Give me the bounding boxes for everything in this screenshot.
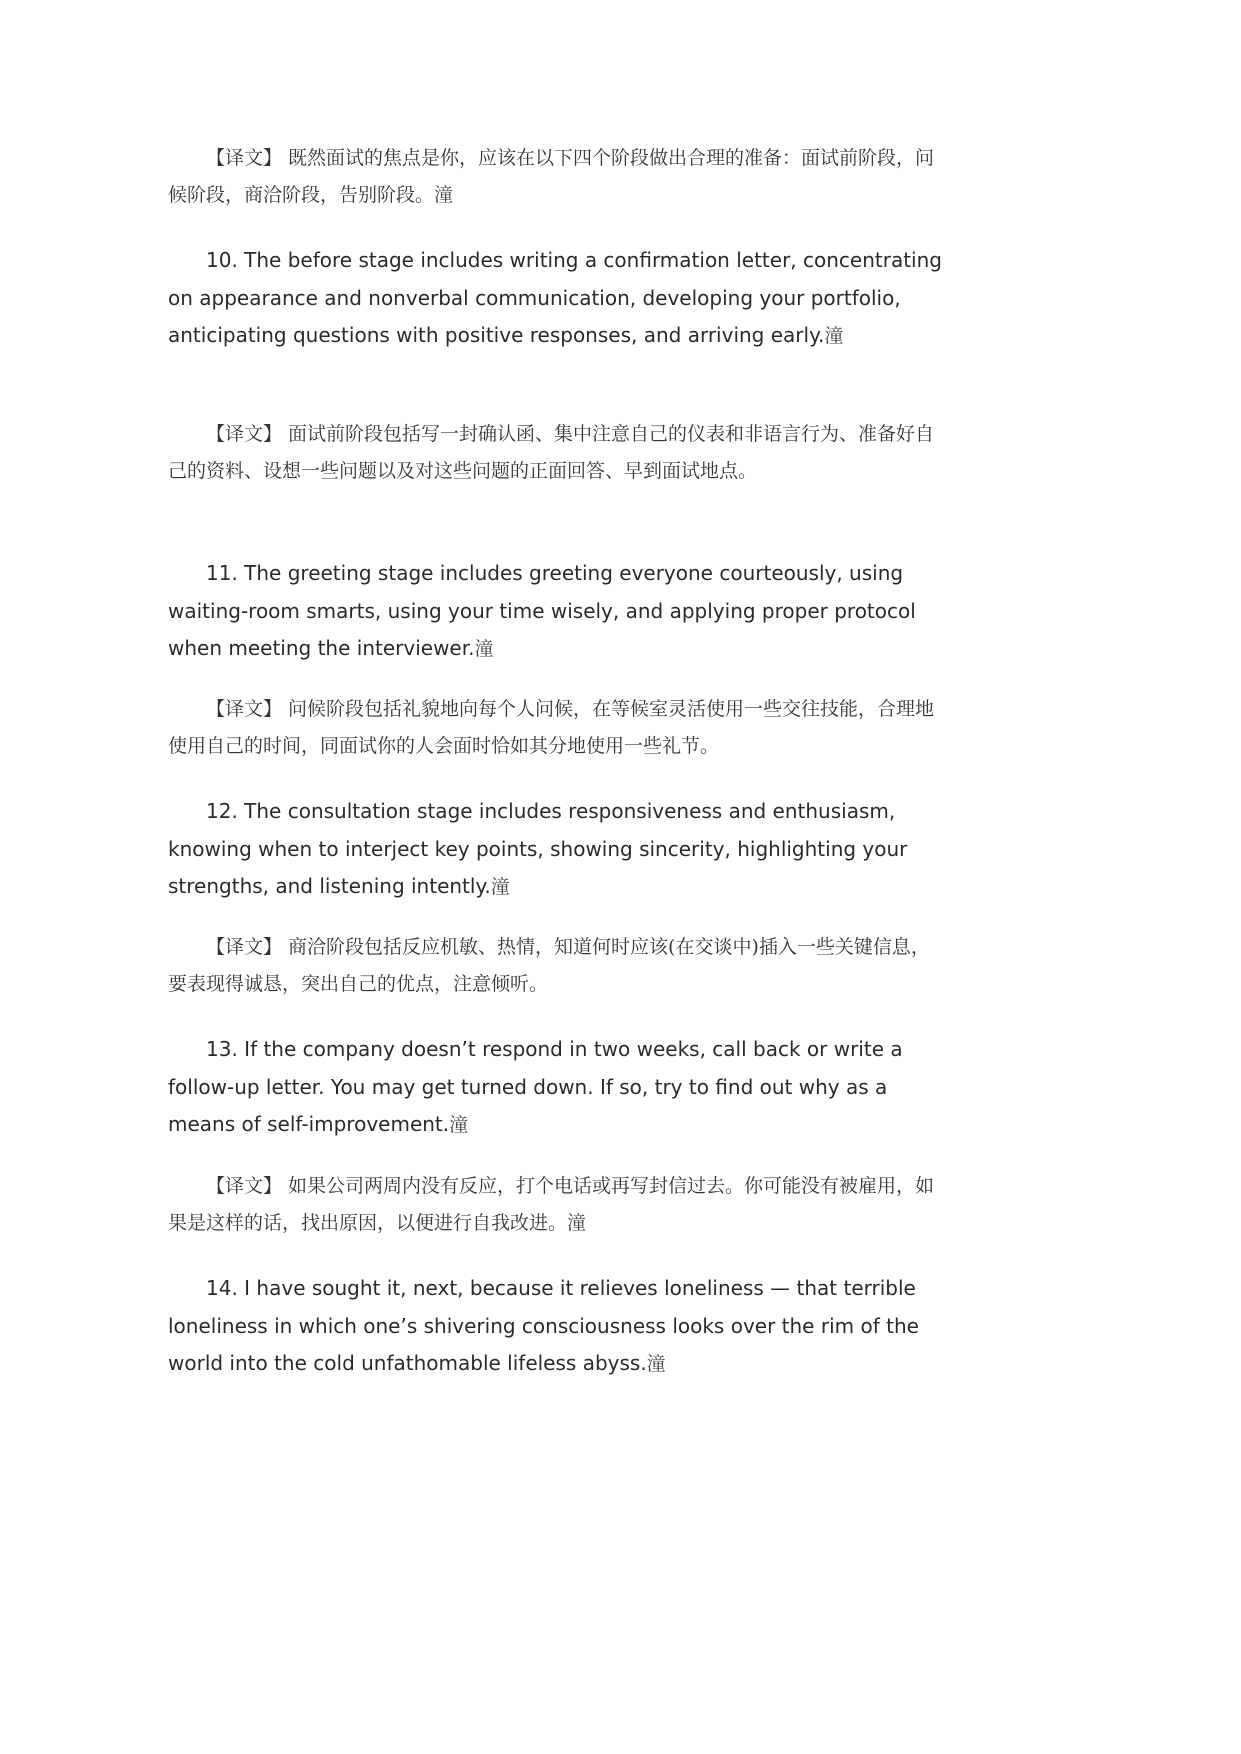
- trailing-mark: 潼: [646, 1353, 666, 1375]
- paragraph-translation-13: [168, 1168, 948, 1242]
- paragraph-text: 12. The consultation stage includes responsiveness and enthusiasm, knowing when to interject key points, showing sincerity, highlighting your strengths, and listening intently.: [168, 799, 908, 898]
- trailing-mark: 潼: [490, 876, 510, 898]
- paragraph-translation-10: [168, 416, 948, 490]
- paragraph-item-12: [168, 793, 948, 907]
- paragraph-text: 【译文】 既然面试的焦点是你，应该在以下四个阶段做出合理的准备：面试前阶段，问候阶段，商洽阶段，告别阶段。: [168, 147, 935, 206]
- paragraph-text: 10. The before stage includes writing a confirmation letter, concentrating on appearance and nonverbal communication, developing your portfolio, anticipating questions with positive responses, and arriving early.: [168, 248, 942, 347]
- trailing-mark: 潼: [567, 1212, 587, 1234]
- trailing-mark: 潼: [449, 1114, 469, 1136]
- paragraph-translation-12: [168, 929, 948, 1003]
- paragraph-text: 【译文】 商洽阶段包括反应机敏、热情，知道何时应该(在交谈中)插入一些关键信息，要表现得诚恳，突出自己的优点，注意倾听。: [168, 936, 930, 995]
- paragraph-translation-intro: [168, 140, 948, 214]
- paragraph-item-14: [168, 1270, 948, 1384]
- paragraph-translation-11: [168, 691, 948, 765]
- trailing-mark: 潼: [434, 184, 454, 206]
- paragraph-item-13: [168, 1031, 948, 1145]
- paragraph-text: 【译文】 如果公司两周内没有反应，打个电话或再写封信过去。你可能没有被雇用，如果是这样的话，找出原因，以便进行自我改进。: [168, 1175, 935, 1234]
- paragraph-text: 14. I have sought it, next, because it relieves loneliness — that terrible loneliness in which one’s shivering consciousness looks over the rim of the world into the cold unfathomable lifeless abyss.: [168, 1276, 919, 1375]
- paragraph-text: 11. The greeting stage includes greeting everyone courteously, using waiting-room smarts, using your time wisely, and applying proper protocol when meeting the interviewer.: [168, 561, 916, 660]
- paragraph-item-10: [168, 242, 948, 356]
- trailing-mark: 潼: [824, 325, 844, 347]
- paragraph-text: 【译文】 问候阶段包括礼貌地向每个人问候，在等候室灵活使用一些交往技能，合理地使用自己的时间，同面试你的人会面时恰如其分地使用一些礼节。: [168, 698, 935, 757]
- paragraph-text: 【译文】 面试前阶段包括写一封确认函、集中注意自己的仪表和非语言行为、准备好自己的资料、设想一些问题以及对这些问题的正面回答、早到面试地点。: [168, 423, 935, 482]
- paragraph-item-11: [168, 555, 948, 669]
- paragraph-text: 13. If the company doesn’t respond in two weeks, call back or write a follow-up letter. You may get turned down. If so, try to find out why as a means of self-improvement.: [168, 1037, 903, 1136]
- trailing-mark: 潼: [474, 638, 494, 660]
